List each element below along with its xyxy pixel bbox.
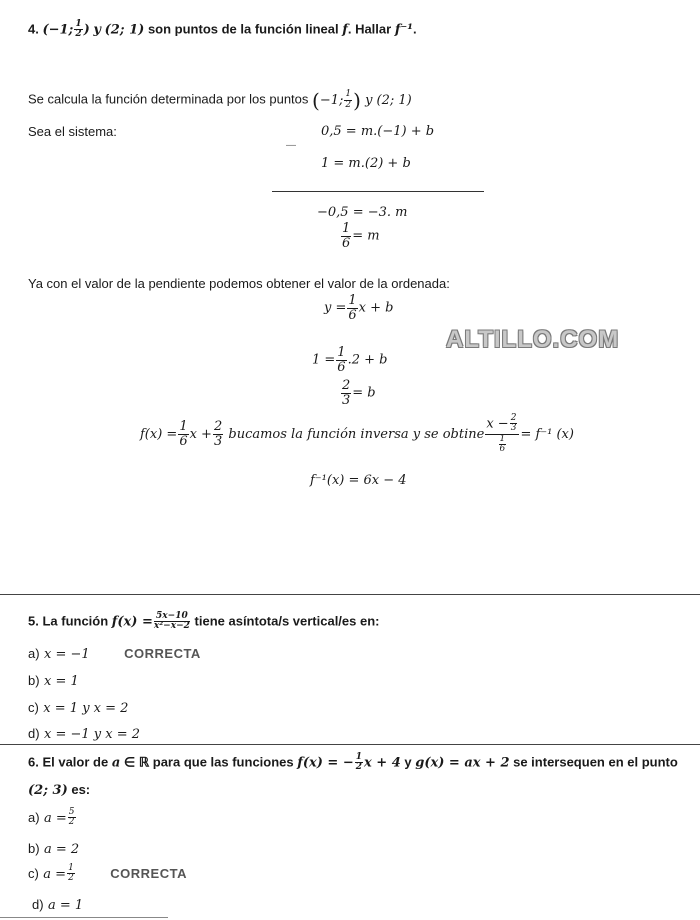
- q6-option-d[interactable]: d) a = 1: [32, 897, 84, 913]
- correct-tag: CORRECTA: [124, 646, 201, 661]
- q4-eq4-fraction: $\frac{1}{6}$: [342, 221, 351, 251]
- q4-f: f: [342, 22, 348, 38]
- q4-heading-end: .: [412, 21, 417, 37]
- q4-eq6-fraction: $\frac{1}{6}$: [337, 345, 346, 375]
- q4-y-word: y: [93, 22, 101, 38]
- q6-option-b[interactable]: b) a = 2: [28, 841, 80, 857]
- q4-sistema-label: Sea el sistema:: [28, 124, 117, 139]
- correct-tag: CORRECTA: [110, 866, 187, 882]
- q4-fx-text: bucamos la función inversa y se obtine: [228, 426, 485, 442]
- q6-option-c-fraction: $\frac{1}{2}$: [68, 863, 74, 884]
- q4-eq2: 1 = m.(2) + b: [321, 156, 411, 171]
- q4-finv: f⁻¹: [394, 22, 413, 38]
- q4-calc-fraction: $\frac{1}{2}$: [345, 89, 352, 110]
- q4-eq3: −0,5 = −3. m: [317, 205, 408, 220]
- q4-heading-mid: son puntos de la función lineal: [147, 21, 339, 37]
- q4-heading: [28, 20, 417, 40]
- q4-final-eq: f⁻¹(x) = 6x − 4: [310, 473, 407, 488]
- q4-point1-close: ): [83, 22, 90, 38]
- q4-inverse-fraction: x − $\frac{2}{3}$ $\frac{1}{6}$: [485, 414, 519, 455]
- q5-option-a[interactable]: a) x = −1 CORRECTA: [28, 646, 201, 662]
- q4-calc-p2: y (2; 1): [365, 92, 412, 108]
- q4-eq5-fraction: $\frac{1}{6}$: [348, 293, 357, 323]
- q5-option-d[interactable]: d) x = −1 y x = 2: [28, 726, 141, 742]
- q4-eq7: $\frac{2}{3}$ = b: [342, 378, 376, 408]
- q4-eq7-fraction: $\frac{2}{3}$: [342, 378, 351, 408]
- q4-fx-frac2: $\frac{2}{3}$: [213, 419, 223, 449]
- q4-pendiente-text: Ya con el valor de la pendiente podemos obtener el valor de la ordenada:: [28, 276, 450, 291]
- q4-calc-line: Se calcula la función determinada por los puntos (−1; $\frac{1}{2}$ ) y (2; 1): [28, 88, 412, 112]
- q4-eq4: $\frac{1}{6}$ = m: [342, 221, 380, 251]
- q6-option-c[interactable]: c) a = $\frac{1}{2}$ CORRECTA: [28, 863, 187, 884]
- q4-eq5: y = $\frac{1}{6}$ x + b: [324, 293, 394, 323]
- q4-number: 4.: [28, 21, 39, 37]
- divider-q4-q5: [0, 594, 700, 595]
- watermark-logo: ALTILLO.COM: [446, 326, 620, 353]
- q6-option-a[interactable]: a) a = $\frac{5}{2}$: [28, 807, 75, 828]
- divider-q5-q6: [0, 744, 700, 745]
- q4-hallar: . Hallar: [347, 21, 392, 37]
- q5-heading: 5. La función f(x) = $\frac{5x-10}{\text{x²−x−2}}$ tiene asíntota/s vertical/es en:: [28, 611, 380, 632]
- q4-point1-open: (−1;: [42, 22, 74, 38]
- q6-heading-fraction: $\frac{1}{2}$: [355, 752, 362, 773]
- q4-fx-frac1: $\frac{1}{6}$: [179, 419, 188, 449]
- q5-option-b[interactable]: b) x = 1: [28, 673, 79, 689]
- q4-eq1: 0,5 = m.(−1) + b: [321, 124, 435, 139]
- q6-heading-line1: 6. El valor de a ∈ ℝ para que las funciones f(x) = − $\frac{1}{2}$ x + 4 y g(x) = ax + 2 se intersequen en el punto: [28, 752, 678, 773]
- q4-eq6: 1 = $\frac{1}{6}$ .2 + b: [312, 345, 388, 375]
- q6-option-a-fraction: $\frac{5}{2}$: [68, 807, 75, 828]
- q4-calc-p1: −1;: [319, 92, 344, 108]
- q4-point2: (2; 1): [104, 22, 145, 38]
- q6-heading-line2: (2; 3) es:: [28, 782, 91, 798]
- q4-fx-line: f(x) = $\frac{1}{6}$ x + $\frac{2}{3}$ bucamos la función inversa y se obtine x − $\frac{2}{3}$ $\frac{1}{6}$ = f⁻¹ (x): [140, 413, 574, 455]
- q5-fraction: $\frac{5x-10}{\text{x²−x−2}}$: [153, 611, 190, 632]
- q4-minus-sign: —: [286, 140, 296, 151]
- q5-option-c[interactable]: c) x = 1 y x = 2: [28, 700, 129, 716]
- q4-point1-fraction: $\frac{1}{2}$: [75, 19, 82, 40]
- q4-calc-text: Se calcula la función determinada por los puntos: [28, 91, 309, 107]
- bottom-rule: [0, 917, 168, 918]
- q4-subtraction-line: [272, 191, 484, 192]
